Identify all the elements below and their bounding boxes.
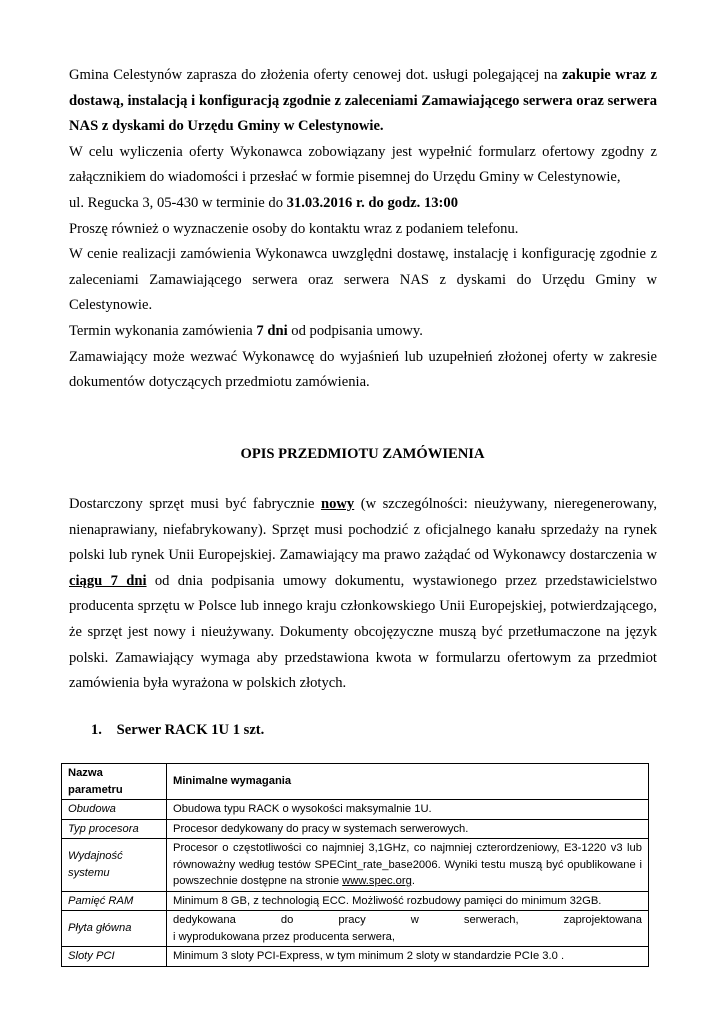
row-value: Minimum 8 GB, z technologią ECC. Możliwość rozbudowy pamięci do minimum 32GB. xyxy=(167,891,649,911)
performance-text: Procesor o częstotliwości co najmniej 3,1GHz, co najmniej czterordzeniowy, E3-1220 v3 lub równoważny według testów SPECint_rate_base2006. Wyniki testu muszą być opublikowane i powszechnie dostępne na stronie xyxy=(173,842,642,887)
intro-section xyxy=(69,63,657,396)
row-name: Typ procesora xyxy=(62,819,167,839)
row-name: Pamięć RAM xyxy=(62,891,167,911)
spec-org-link[interactable]: www.spec.org xyxy=(342,875,412,887)
address-text: ul. Regucka 3, 05-430 w terminie do xyxy=(69,194,287,211)
table-row xyxy=(62,800,649,820)
description-paragraph xyxy=(69,492,657,697)
invitation-text: Gmina Celestynów zaprasza do złożenia oferty cenowej dot. usługi polegającej na xyxy=(69,67,563,83)
emphasis-new: nowy xyxy=(320,496,355,512)
row-value xyxy=(167,911,649,947)
list-number: 1. xyxy=(91,722,102,738)
row-name: Obudowa xyxy=(62,800,167,820)
mainboard-line-1: dedykowana do pracy w serwerach, zaprojektowana xyxy=(173,914,642,926)
table-row xyxy=(62,947,649,967)
row-value: Minimum 3 sloty PCI-Express, w tym minimum 2 sloty w standardzie PCIe 3.0 . xyxy=(167,947,649,967)
mainboard-line-2: i wyprodukowana przez producenta serwera, xyxy=(173,930,396,943)
table-row xyxy=(62,839,649,892)
intro-paragraph-clarification: Zamawiający może wezwać Wykonawcę do wyjaśnień lub uzupełnień złożonej oferty w zakresie dokumentów dotyczących przedmiotu zamówienia. xyxy=(69,348,657,391)
invitation-subject: zakupie wraz z dostawą, instalacją i konfiguracją zgodnie z zaleceniami Zamawiającego serwera oraz serwera NAS z dyskami do Urzędu Gminy w Celestynowie. xyxy=(69,67,657,135)
description-text-2: (w szczególności: nieużywany, nieregenerowany, nienaprawiany, niefabrykowany). Sprzęt musi pochodzić z oficjalnego kanału sprzedaży na rynek polski lub rynek Unii Europejskiej. Zamawiający ma prawo zażądać od Wykonawcy dostarczenia w xyxy=(69,496,658,564)
term-days: 7 dni xyxy=(256,322,288,339)
header-requirements: Minimalne wymagania xyxy=(167,764,649,800)
row-name: Płyta główna xyxy=(62,911,167,947)
description-text-1: Dostarczony sprzęt musi być fabrycznie xyxy=(69,496,321,512)
row-name: Wydajność systemu xyxy=(62,839,167,892)
emphasis-7-days: ciągu 7 dni xyxy=(69,572,147,589)
list-title: Serwer RACK 1U 1 szt. xyxy=(116,722,265,738)
table-header-row xyxy=(62,764,649,800)
row-name: Sloty PCI xyxy=(62,947,167,967)
intro-paragraph-deadline xyxy=(69,191,657,217)
intro-paragraph-term xyxy=(69,319,657,345)
row-value xyxy=(167,839,649,892)
description-text-3: od dnia podpisania umowy dokumentu, wystawionego przez przedstawicielstwo producenta sprzętu w Polsce lub innego kraju członkowskiego Unii Europejskiej, potwierdzającego, że sprzęt jest nowy i nieużywany. Dokumenty obcojęzyczne muszą być przetłumaczone na język polski. Zamawiający wymaga aby przedstawiona kwota w formularzu ofertowym za przedmiot zamówienia była wyrażona w polskich złotych. xyxy=(69,572,657,692)
spec-table xyxy=(61,763,649,967)
intro-paragraph-invitation xyxy=(69,63,657,140)
table-row xyxy=(62,911,649,947)
deadline-date: 31.03.2016 r. do godz. 13:00 xyxy=(286,194,459,211)
intro-paragraph-scope: W cenie realizacji zamówienia Wykonawca uwzględni dostawę, instalację i konfigurację zgodnie z zaleceniami Zamawiającego serwera oraz serwera NAS z dyskami do Urzędu Gminy w Celestynowie. xyxy=(69,246,657,314)
section-heading: OPIS PRZEDMIOTU ZAMÓWIENIA xyxy=(240,446,485,462)
term-text-end: od podpisania umowy. xyxy=(287,322,423,339)
term-text: Termin wykonania zamówienia xyxy=(69,322,257,339)
row-value: Procesor dedykowany do pracy w systemach serwerowych. xyxy=(167,819,649,839)
intro-paragraph-form: W celu wyliczenia oferty Wykonawca zobowiązany jest wypełnić formularz ofertowy zgodny z załącznikiem do wiadomości i przesłać w formie pisemnej do Urzędu Gminy w Celestynowie, xyxy=(69,143,657,186)
row-value: Obudowa typu RACK o wysokości maksymalnie 1U. xyxy=(167,800,649,820)
intro-paragraph-contact: Proszę również o wyznaczenie osoby do kontaktu wraz z podaniem telefonu. xyxy=(69,220,519,237)
header-parameter: Nazwa parametru xyxy=(62,764,167,800)
performance-text-end: . xyxy=(411,875,415,887)
table-row xyxy=(62,891,649,911)
list-item-server xyxy=(91,722,264,739)
table-row xyxy=(62,819,649,839)
